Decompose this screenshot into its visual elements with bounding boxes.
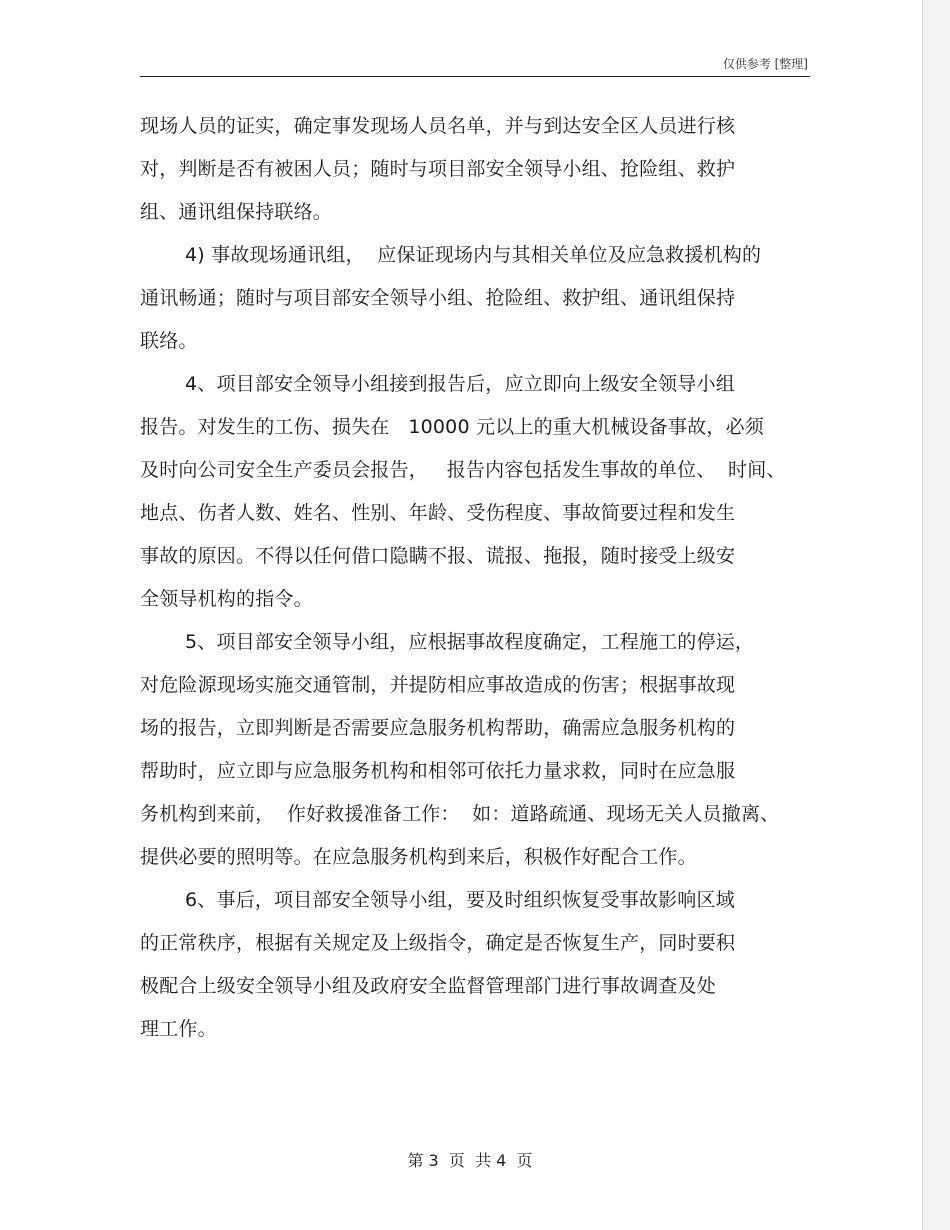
body-text (140, 105, 820, 1051)
text-line: 组、通讯组保持联络。 (140, 201, 333, 223)
text-line: 事故的原因。不得以任何借口隐瞒不报、谎报、拖报，随时接受上级安 (140, 545, 736, 567)
text-line: 联络。 (140, 330, 198, 352)
text-line: 及时向公司安全生产委员会报告， 报告内容包括发生事故的单位、 时间、 (140, 459, 786, 481)
text-line: 场的报告，立即判断是否需要应急服务机构帮助，确需应急服务机构的 (140, 717, 736, 739)
text-line: 理工作。 (140, 1018, 217, 1040)
text-line: 对，判断是否有被困人员；随时与项目部安全领导小组、抢险组、救护 (140, 158, 736, 180)
text-line: 通讯畅通；随时与项目部安全领导小组、抢险组、救护组、通讯组保持 (140, 287, 736, 309)
text-line: 极配合上级安全领导小组及政府安全监督管理部门进行事故调查及处 (140, 975, 717, 997)
text-line: 4、项目部安全领导小组接到报告后，应立即向上级安全领导小组 (185, 373, 735, 395)
text-line: 务机构到来前， 作好救援准备工作： 如：道路疏通、现场无关人员撤离、 (140, 803, 780, 825)
text-line: 提供必要的照明等。在应急服务机构到来后，积极作好配合工作。 (140, 846, 697, 868)
text-line: 5、项目部安全领导小组，应根据事故程度确定，工程施工的停运， (185, 631, 755, 653)
text-line: 6、事后，项目部安全领导小组，要及时组织恢复受事故影响区域 (185, 889, 735, 911)
text-line: 报告。对发生的工伤、损失在 10000 元以上的重大机械设备事故，必须 (140, 416, 765, 438)
text-line: 对危险源现场实施交通管制，并提防相应事故造成的伤害；根据事故现 (140, 674, 736, 696)
page-header (140, 56, 810, 77)
text-line: 全领导机构的指令。 (140, 588, 313, 610)
text-line: 4) 事故现场通讯组， 应保证现场内与其相关单位及应急救援机构的 (185, 244, 762, 266)
text-line: 帮助时，应立即与应急服务机构和相邻可依托力量求救，同时在应急服 (140, 760, 736, 782)
page-number: 第 3 页 共 4 页 (407, 1151, 533, 1170)
text-line: 的正常秩序，根据有关规定及上级指令，确定是否恢复生产，同时要积 (140, 932, 736, 954)
text-line: 现场人员的证实，确定事发现场人员名单，并与到达安全区人员进行核 (140, 115, 736, 137)
text-line: 地点、伤者人数、姓名、性别、年龄、受伤程度、事故简要过程和发生 (140, 502, 736, 524)
header-note: 仅供参考 [整理] (722, 57, 808, 71)
